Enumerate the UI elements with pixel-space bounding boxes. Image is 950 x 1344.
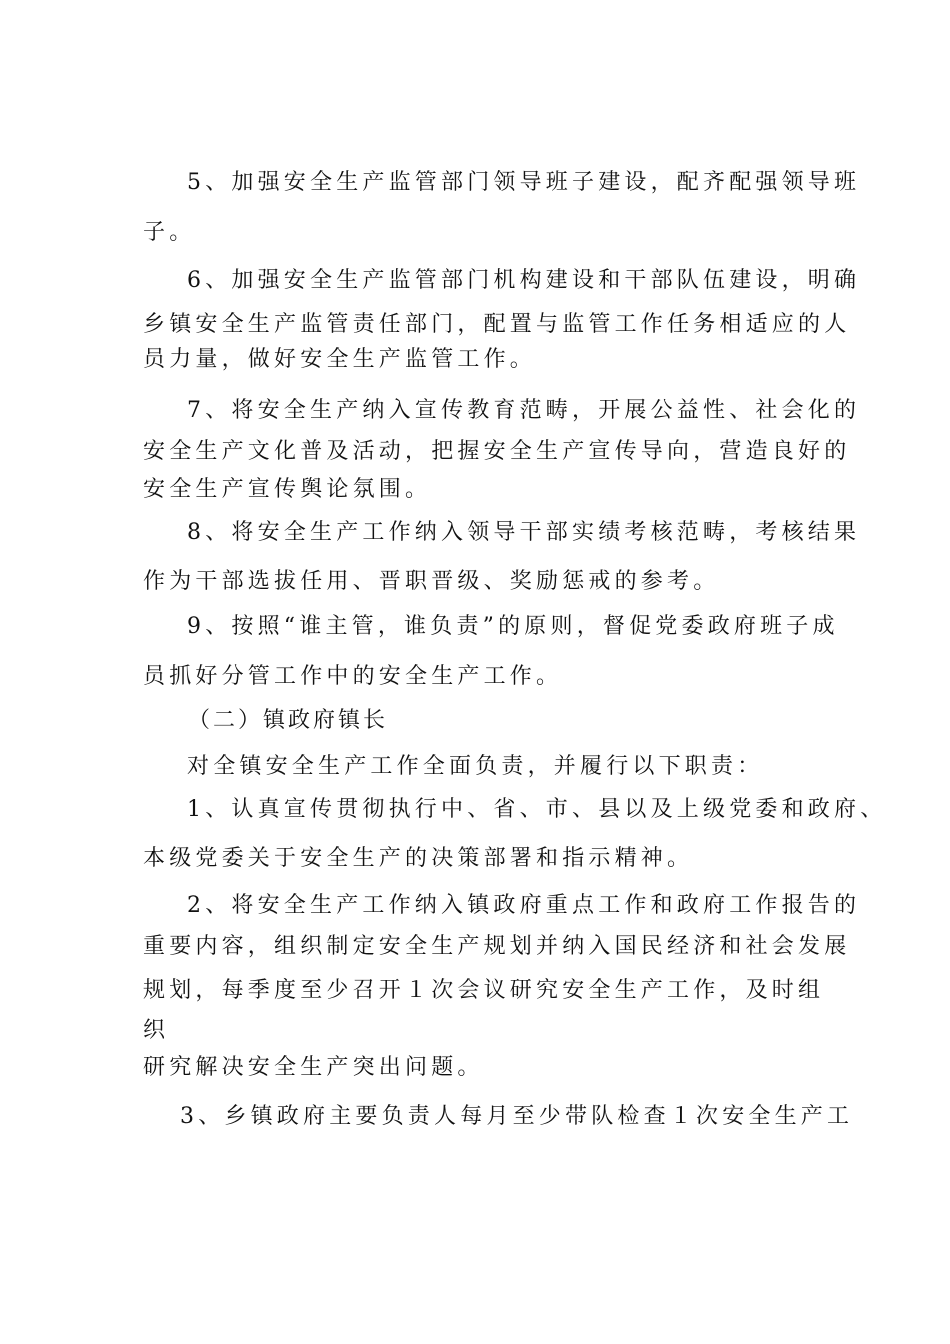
paragraph-line: 作为干部选拔任用、晋职晋级、奖励惩戒的参考。 xyxy=(143,569,720,594)
paragraph-line: 6、加强安全生产监管部门机构建设和干部队伍建设，明确 xyxy=(187,268,861,293)
paragraph-line: 安全生产文化普及活动，把握安全生产宣传导向，营造良好的 xyxy=(143,439,851,464)
paragraph-line: 安全生产宣传舆论氛围。 xyxy=(143,477,432,502)
paragraph-line: 9、按照“谁主管，谁负责”的原则，督促党委政府班子成 xyxy=(187,614,839,639)
paragraph-line: 8、将安全生产工作纳入领导干部实绩考核范畴，考核结果 xyxy=(187,520,861,545)
paragraph-line: 对全镇安全生产工作全面负责，并履行以下职责： xyxy=(187,754,764,779)
paragraph-line: 3、乡镇政府主要负责人每月至少带队检查１次安全生产工 xyxy=(180,1104,854,1129)
paragraph-line: 7、将安全生产纳入宣传教育范畴，开展公益性、社会化的 xyxy=(187,398,861,423)
paragraph-line: 5、加强安全生产监管部门领导班子建设，配齐配强领导班 xyxy=(187,170,861,195)
paragraph-line: 1、认真宣传贯彻执行中、省、市、县以及上级党委和政府、 xyxy=(187,797,887,822)
section-heading: （二）镇政府镇长 xyxy=(188,708,389,733)
paragraph-line: 2、将安全生产工作纳入镇政府重点工作和政府工作报告的 xyxy=(187,893,861,918)
paragraph-line: 员抓好分管工作中的安全生产工作。 xyxy=(143,664,563,689)
paragraph-line: 乡镇安全生产监管责任部门，配置与监管工作任务相适应的人 xyxy=(143,312,851,337)
paragraph-line: 织 xyxy=(143,1018,170,1043)
paragraph-line: 子。 xyxy=(143,220,196,245)
paragraph-line: 本级党委关于安全生产的决策部署和指示精神。 xyxy=(143,846,694,871)
paragraph-line: 重要内容，组织制定安全生产规划并纳入国民经济和社会发展 xyxy=(143,934,851,959)
paragraph-line: 员力量，做好安全生产监管工作。 xyxy=(143,347,537,372)
paragraph-line: 研究解决安全生产突出问题。 xyxy=(143,1055,484,1080)
paragraph-line: 规划，每季度至少召开１次会议研究安全生产工作，及时组 xyxy=(143,978,825,1003)
